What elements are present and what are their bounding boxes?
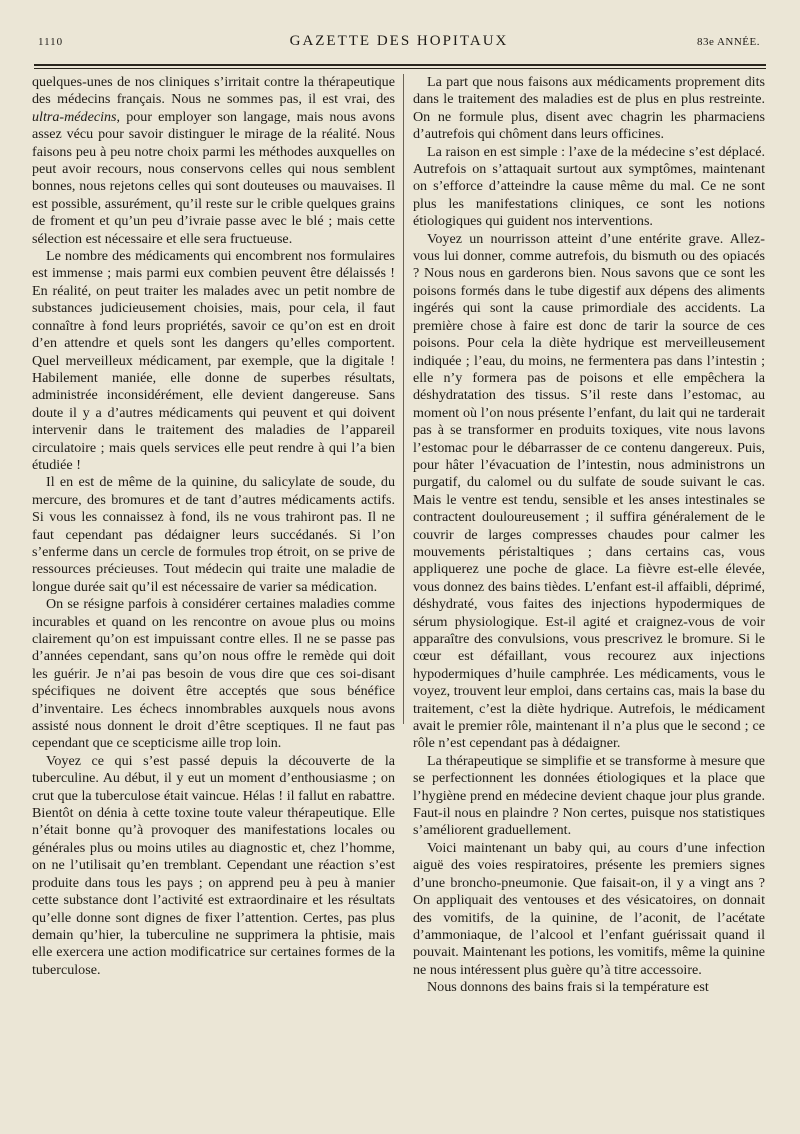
paragraph: Voyez ce qui s’est passé depuis la découverte de la tuberculine. Au début, il y eut un moment d’enthousiasme ; on crut que la tuberculose était vaincue. Hélas ! il fallut en rabattre. Bientôt on dénia à cette toxine toute valeur thérapeutique. Elle n’était bonne qu’à provoquer des manifestations locales ou générales plus ou moins utiles au diagnostic et, chez l’homme, on ne l’utilisait qu’en tremblant. Cependant une réaction s’est produite dans tous les pays ; on apprend peu à peu à manier cette substance dont l’activité est extraordinaire et les résultats qu’elle donne sont dignes de fixer l’attention. Certes, pas plus demain qu’hier, la tuberculine ne supprimera la phtisie, mais elle exercera une action modificatrice sur certaines formes de la tuberculose. [32,752,395,978]
volume-year: 83e ANNÉE. [696,36,760,48]
journal-title: GAZETTE DES HOPITAUX [289,33,509,49]
paragraph: Voyez un nourrisson atteint d’une entérite grave. Allez-vous lui donner, comme autrefois, du bismuth ou des opiacés ? Nous nous en garderons bien. Nous savons que ce sont les poisons formés dans le tube digestif aux dépens des aliments ingérés qui sont la cause primordiale des accidents. La première chose à faire est donc de tarir la source de ces poisons. Pour cela la diète hydrique est merveilleusement indiquée ; l’eau, du moins, ne fermentera pas dans l’intestin ; elle n’y formera pas de poisons et elle empêchera la déshydratation des tissus. S’il reste dans l’estomac, au moment où l’on nous présente l’enfant, du lait qui ne tarderait pas à se transformer en produits toxiques, vite nous lavons l’estomac pour le débarrasser de ce contenu dangereux. Puis, pour hâter l’évacuation de l’intestin, nous administrons un purgatif, du calomel ou du sulfate de soude suivant le cas. Mais le ventre est tendu, sensible et les anses intestinales se contractent douloureusement ; il suffira généralement de le couvrir de larges compresses chaudes pour calmer les mouvements péristaltiques ; dans certains cas, vous appliquerez une poche de glace. La fièvre est-elle élevée, vous donnez des bains tièdes. L’enfant est-il affaibli, déprimé, déshydraté, vous faites des injections hypodermiques de sérum physiologique. Est-il agité et craignez-vous de voir apparaître des convulsions, vous prescrivez le bromure. Si le cœur est défaillant, vous recourez aux injections hypodermiques d’huile camphrée. Les médicaments, vous le voyez, trouvent leur emploi, dans certains cas, mais la base du traitement, c’est la diète hydrique. Autrefois, le médicament avait le premier rôle, maintenant il n’a plus que le second ; ce rôle n’est cependant pas à dédaigner. [413,230,765,752]
right-column [413,74,765,1129]
text-run: , pour employer son langage, mais nous avons assez vécu pour savoir distinguer le mirage de la réalité. Nous faisons peu à peu notre choix parmi les méthodes auxquelles on peut avoir recours, nous conservons celles qui nous semblent bonnes, nous rejetons celles qui sont douteuses ou mauvaises. Il est possible, assurément, qu’il reste sur le crible quelques grains de froment et qu’un peu d’ivraie passe avec le blé ; mais cette sélection est nécessaire et elle sera fructueuse. [32,108,395,247]
paragraph: Il en est de même de la quinine, du salicylate de soude, du mercure, des bromures et de tant d’autres médicaments actifs. Si vous les connaissez à fond, ils ne vous trahiront pas. Il ne faut cependant pas dédaigner leurs succédanés. Si l’on s’enferme dans un cercle de formules trop étroit, on se prive de ressources précieuses. Tout médecin qui traite une maladie de longue durée sait qu’il est nécessaire de varier sa médication. [32,474,395,595]
header-rule-thick [34,64,766,66]
text-run: quelques-unes de nos cliniques s’irritait contre la thérapeutique des médecins français. Nous ne sommes pas, il est vrai, des [32,74,395,108]
page-header [38,32,760,60]
paragraph: La part que nous faisons aux médicaments proprement dits dans le traitement des maladies est de plus en plus restreinte. On ne formule plus, disent avec chagrin les pharmaciens d’autrefois qui chôment dans leurs officines. [413,74,765,143]
paragraph: Voici maintenant un baby qui, au cours d’une infection aiguë des voies respiratoires, présente les premiers signes d’une broncho-pneumonie. Que faisait-on, il y a vingt ans ? On appliquait des ventouses et des vésicatoires, on donnait des vomitifs, de la quinine, de l’aconit, de l’acétate d’ammoniaque, de l’alcool et l’enfant guérissait quand il pouvait. Maintenant les potions, les vomitifs, même la quinine ne nous intéressent plus guère qu’à titre accessoire. [413,839,765,978]
paragraph: La thérapeutique se simplifie et se transforme à mesure que se perfectionnent les données étiologiques et la place que l’hygiène prend en médecine devient chaque jour plus grande. Faut-il nous en plaindre ? Non certes, puisque nos statistiques s’améliorent graduellement. [413,752,765,839]
paragraph: Le nombre des médicaments qui encombrent nos formulaires est immense ; mais parmi eux combien peuvent être délaissés ! En réalité, on peut traiter les malades avec un petit nombre de substances judicieusement choisies, mais, pour cela, il faut connaître à fond leurs propriétés, savoir ce qu’on est en droit d’en attendre et quels sont les dangers qu’elles comportent. Quel merveilleux médicament, par exemple, que la digitale ! Habilement maniée, elle donne de superbes résultats, administrée inconsidérément, elle devient dangereuse. Sans doute il y a d’autres médicaments qui peuvent et qui doivent intervenir dans le traitement des maladies de l’appareil circulatoire ; mais quels services elle peut rendre à qui l’a bien étudiée ! [32,248,395,473]
page-number: 1110 [38,36,64,48]
paragraph: Nous donnons des bains frais si la température est [427,979,709,996]
paragraph [32,74,395,248]
left-column [32,74,395,1129]
paragraph: On se résigne parfois à considérer certaines maladies comme incurables et quand on les rencontre on avoue plus ou moins clairement qu’on est impuissant contre elles. Il ne se passe pas d’années cependant, sans qu’on nous offre le remède qui doit les guérir. Je n’ai pas besoin de vous dire que ces soi-disant spécifiques ne doivent être acceptés que sous bénéfice d’inventaire. Les échecs innombrables auxquels nous avons assisté nous donnent le droit d’être sceptiques. Il ne faut pas cependant que ce scepticisme aille trop loin. [32,596,395,752]
header-rule-thin [34,68,766,69]
italic-term: ultra-médecins [32,108,117,125]
paragraph: La raison en est simple : l’axe de la médecine s’est déplacé. Autrefois on s’attaquait surtout aux symptômes, maintenant on s’efforce d’atteindre la cause même du mal. Ce ne sont plus les manifestations cliniques, ce sont les notions étiologiques qui guident nos interventions. [413,143,765,230]
column-divider [403,74,404,724]
